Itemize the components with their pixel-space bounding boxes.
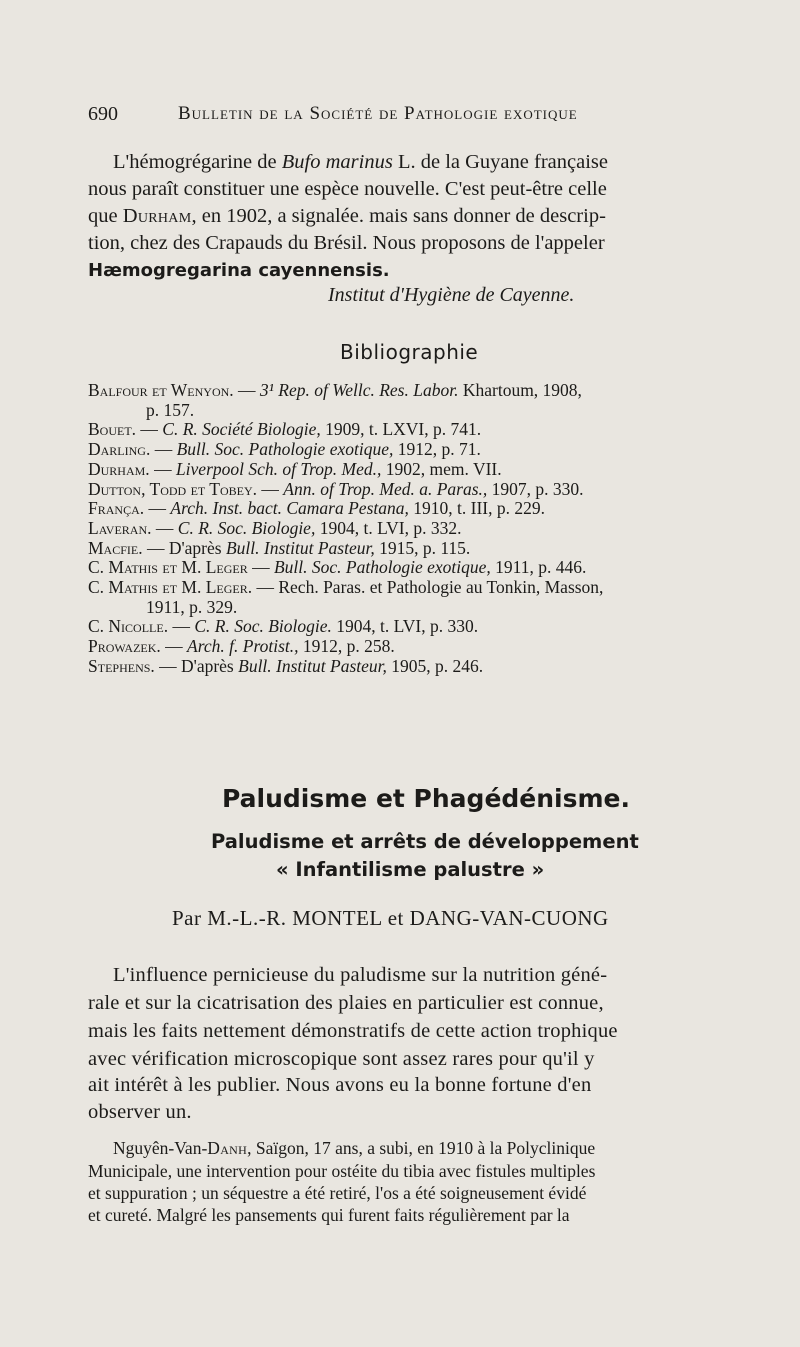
ref-author: Prowazek. xyxy=(88,636,161,657)
ref-source: C. R. Soc. Biologie, xyxy=(177,517,316,538)
ref-details: 1912, p. 71. xyxy=(393,439,481,460)
ref-source: Arch. Inst. bact. Camara Pestana, xyxy=(170,498,409,519)
case-line xyxy=(113,1138,595,1159)
body-line: mais les faits nettement démonstratifs de cette action trophique xyxy=(88,1020,618,1042)
intro-line-4: tion, chez des Crapauds du Brésil. Nous proposons de l'appeler xyxy=(88,232,605,254)
ref-separator: — xyxy=(151,517,178,538)
ref-details: 1905, p. 246. xyxy=(386,655,484,676)
ref-details: 1915, p. 115. xyxy=(374,537,471,558)
ref-separator: — xyxy=(257,478,284,499)
intro-text: , en 1902, a signalée. mais sans donner de descrip- xyxy=(191,205,606,227)
ref-author: Darling. xyxy=(88,439,151,460)
ref-separator: — xyxy=(168,616,195,637)
intro-text: L'hémogrégarine de xyxy=(113,151,282,173)
page-number: 690 xyxy=(88,103,118,125)
ref-details: 1907, p. 330. xyxy=(487,478,584,499)
ref-details: 1911, p. 446. xyxy=(490,557,587,578)
case-line: et cureté. Malgré les pansements qui furent faits régulièrement par la xyxy=(88,1205,570,1225)
ref-separator: — xyxy=(252,577,279,597)
ref-details: D'après xyxy=(181,655,239,676)
ref-author: C. Nicolle. xyxy=(88,616,169,637)
ref-separator: — xyxy=(233,380,260,400)
article-subtitle-quote: « Infantilisme palustre » xyxy=(276,858,545,881)
body-line: rale et sur la cicatrisation des plaies en particulier est connue, xyxy=(88,992,604,1014)
ref-separator: — xyxy=(160,636,188,657)
ref-details: D'après xyxy=(168,537,226,558)
ref-details: 1912, p. 258. xyxy=(298,636,395,657)
bibliography-heading: Bibliographie xyxy=(340,340,479,364)
bibliography-entry xyxy=(88,439,481,460)
ref-author: Stephens. xyxy=(88,655,155,676)
intro-text: L. de la Guyane française xyxy=(392,151,608,173)
bibliography-entry xyxy=(88,656,483,677)
body-line: L'influence pernicieuse du paludisme sur la nutrition géné- xyxy=(113,964,608,986)
ref-source: Liverpool Sch. of Trop. Med., xyxy=(175,458,382,479)
ref-author: França. xyxy=(88,498,145,519)
ref-author: Laveran. xyxy=(88,517,152,538)
bibliography-entry xyxy=(88,577,603,598)
ref-author: Macfie. xyxy=(88,537,143,558)
running-header: Bulletin de la Société de Pathologie exotique xyxy=(178,103,578,124)
ref-details: 1911, p. 329. xyxy=(146,596,238,617)
ref-separator: — xyxy=(144,498,171,519)
bibliography-entry xyxy=(88,459,502,480)
author-name: Durham xyxy=(122,205,192,227)
ref-separator: — xyxy=(149,458,176,479)
ref-separator: — xyxy=(150,439,177,460)
patient-name: Danh xyxy=(207,1138,248,1158)
bibliography-entry xyxy=(88,518,462,539)
ref-author: Balfour et Wenyon. xyxy=(88,380,234,400)
ref-details: Khartoum, 1908, xyxy=(458,380,582,400)
bibliography-entry xyxy=(88,538,470,559)
ref-source: C. R. Société Biologie, xyxy=(162,419,321,440)
patient-text: , Saïgon, 17 ans, a subi, en 1910 à la Polyclinique xyxy=(247,1138,596,1158)
ref-separator: — xyxy=(142,537,169,558)
ref-source: Bull. Soc. Pathologie exotique, xyxy=(176,439,394,460)
body-line: observer un. xyxy=(88,1101,192,1123)
ref-source: Ann. of Trop. Med. a. Paras., xyxy=(283,478,488,499)
ref-details: 1902, mem. VII. xyxy=(381,458,502,479)
institution-signature: Institut d'Hygiène de Cayenne. xyxy=(328,284,575,306)
article-title: Paludisme et Phagédénisme. xyxy=(222,784,630,813)
ref-author: C. Mathis et M. Leger xyxy=(88,557,248,578)
bibliography-entry xyxy=(88,557,586,578)
species-host: Bufo marinus xyxy=(281,151,393,173)
body-line: avec vérification microscopique sont assez rares pour qu'il y xyxy=(88,1048,595,1070)
intro-line-2: nous paraît constituer une espèce nouvelle. C'est peut-être celle xyxy=(88,178,607,200)
intro-line-1 xyxy=(113,149,608,175)
ref-separator: — xyxy=(136,419,163,440)
bibliography-entry xyxy=(88,380,582,401)
bibliography-entry xyxy=(146,400,194,421)
ref-author: Durham. xyxy=(88,458,150,479)
bibliography-entry xyxy=(88,419,481,440)
ref-details: 1909, t. LXVI, p. 741. xyxy=(320,419,482,440)
ref-separator: — xyxy=(154,655,182,676)
ref-details: p. 157. xyxy=(146,399,195,420)
case-line: et suppuration ; un séquestre a été retiré, l'os a été soigneusement évidé xyxy=(88,1183,587,1203)
ref-details: 1904, t. LVI, p. 330. xyxy=(331,616,479,637)
ref-source: Arch. f. Protist., xyxy=(187,636,299,657)
ref-details: Rech. Paras. et Pathologie au Tonkin, Masson, xyxy=(278,577,604,597)
ref-author: Dutton, Todd et Tobey. xyxy=(88,478,258,499)
ref-author: Bouet. xyxy=(88,419,137,440)
ref-source: Bull. Institut Pasteur, xyxy=(225,537,375,558)
species-name: Hæmogregarina cayennensis. xyxy=(88,260,390,281)
ref-source: C. R. Soc. Biologie. xyxy=(194,616,332,637)
body-line: ait intérêt à les publier. Nous avons eu la bonne fortune d'en xyxy=(88,1074,592,1096)
bibliography-entry xyxy=(88,479,584,500)
intro-text: que xyxy=(88,205,123,227)
bibliography-entry xyxy=(146,597,237,618)
patient-text: Nguyên-Van- xyxy=(113,1138,208,1158)
case-line: Municipale, une intervention pour ostéite du tibia avec fistules multiples xyxy=(88,1161,596,1181)
ref-separator: — xyxy=(247,557,274,578)
ref-source: 3¹ Rep. of Wellc. Res. Labor. xyxy=(259,380,459,400)
bibliography-entry xyxy=(88,616,478,637)
article-subtitle: Paludisme et arrêts de développement xyxy=(211,830,639,853)
ref-source: Bull. Soc. Pathologie exotique, xyxy=(273,557,491,578)
article-authors: Par M.-L.-R. MONTEL et DANG-VAN-CUONG xyxy=(172,906,609,930)
ref-author: C. Mathis et M. Leger. xyxy=(88,577,253,597)
ref-source: Bull. Institut Pasteur, xyxy=(238,655,387,676)
ref-details: 1904, t. LVI, p. 332. xyxy=(315,517,462,538)
bibliography-entry xyxy=(88,636,395,657)
bibliography-entry xyxy=(88,498,545,519)
intro-line-3 xyxy=(88,203,606,229)
ref-details: 1910, t. III, p. 229. xyxy=(408,498,545,519)
